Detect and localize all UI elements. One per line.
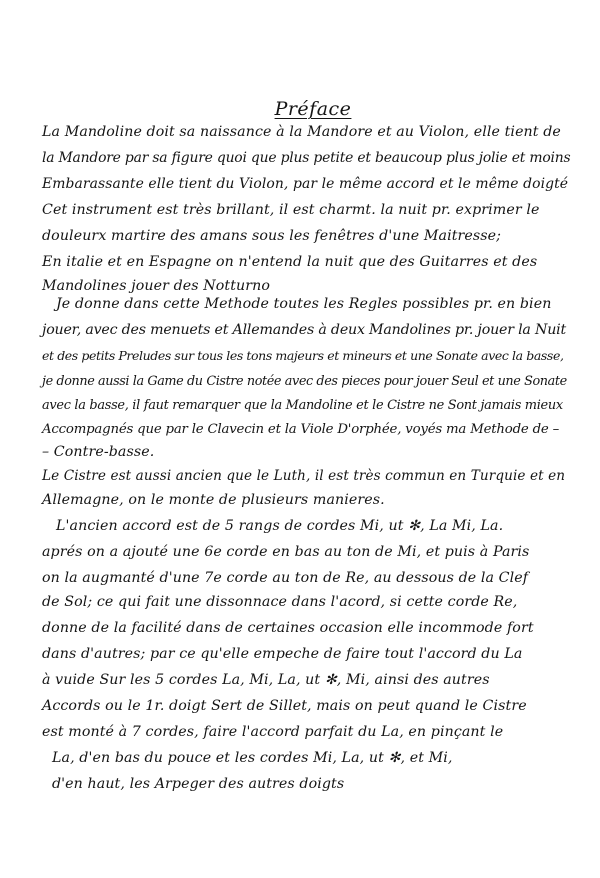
- text-line: je donne aussi la Game du Cistre notée avec des pieces pour jouer Seul et une Sonate: [42, 374, 567, 389]
- text-line: dans d'autres; par ce qu'elle empeche de faire tout l'accord du La: [42, 646, 523, 662]
- page-title: Préface: [274, 98, 352, 120]
- text-line: on la augmanté d'une 7e corde au ton de Re, au dessous de la Clef: [42, 570, 529, 586]
- text-line: L'ancien accord est de 5 rangs de cordes Mi, ut ✻, La Mi, La.: [56, 518, 504, 534]
- text-line: Accompagnés que par le Clavecin et la Viole D'orphée, voyés ma Methode de –: [42, 422, 560, 437]
- text-line: Accords ou le 1r. doigt Sert de Sillet, mais on peut quand le Cistre: [42, 698, 527, 714]
- text-line: La Mandoline doit sa naissance à la Mandore et au Violon, elle tient de: [42, 124, 561, 140]
- text-line: douleurx martire des amans sous les fenêtres d'une Maitresse;: [42, 228, 502, 244]
- text-line: Allemagne, on le monte de plusieurs manieres.: [42, 492, 385, 508]
- text-line: Je donne dans cette Methode toutes les Regles possibles pr. en bien: [56, 296, 552, 312]
- text-line: avec la basse, il faut remarquer que la Mandoline et le Cistre ne Sont jamais mieux: [42, 398, 563, 413]
- text-line: jouer, avec des menuets et Allemandes à deux Mandolines pr. jouer la Nuit: [42, 322, 566, 338]
- text-line: à vuide Sur les 5 cordes La, Mi, La, ut ✻, Mi, ainsi des autres: [42, 672, 490, 688]
- text-line: Mandolines jouer des Notturno: [42, 278, 271, 294]
- text-line: Embarassante elle tient du Violon, par le même accord et le même doigté: [42, 176, 569, 192]
- text-line: donne de la facilité dans de certaines occasion elle incommode fort: [42, 620, 534, 636]
- text-line: aprés on a ajouté une 6e corde en bas au ton de Mi, et puis à Paris: [42, 544, 530, 560]
- text-line: d'en haut, les Arpeger des autres doigts: [52, 776, 345, 792]
- text-line: de Sol; ce qui fait une dissonnace dans l'acord, si cette corde Re,: [42, 594, 518, 610]
- text-line: la Mandore par sa figure quoi que plus petite et beaucoup plus jolie et moins: [42, 150, 571, 166]
- text-line: En italie et en Espagne on n'entend la nuit que des Guitarres et des: [42, 254, 538, 270]
- text-line: La, d'en bas du pouce et les cordes Mi, La, ut ✻, et Mi,: [52, 750, 453, 766]
- text-line: et des petits Preludes sur tous les tons majeurs et mineurs et une Sonate avec la basse,: [42, 348, 564, 363]
- text-line: Le Cistre est aussi ancien que le Luth, il est très commun en Turquie et en: [42, 468, 566, 484]
- text-line: Cet instrument est très brillant, il est charmt. la nuit pr. exprimer le: [42, 202, 540, 218]
- text-line: est monté à 7 cordes, faire l'accord parfait du La, en pinçant le: [42, 724, 504, 740]
- text-line: – Contre-basse.: [42, 444, 155, 460]
